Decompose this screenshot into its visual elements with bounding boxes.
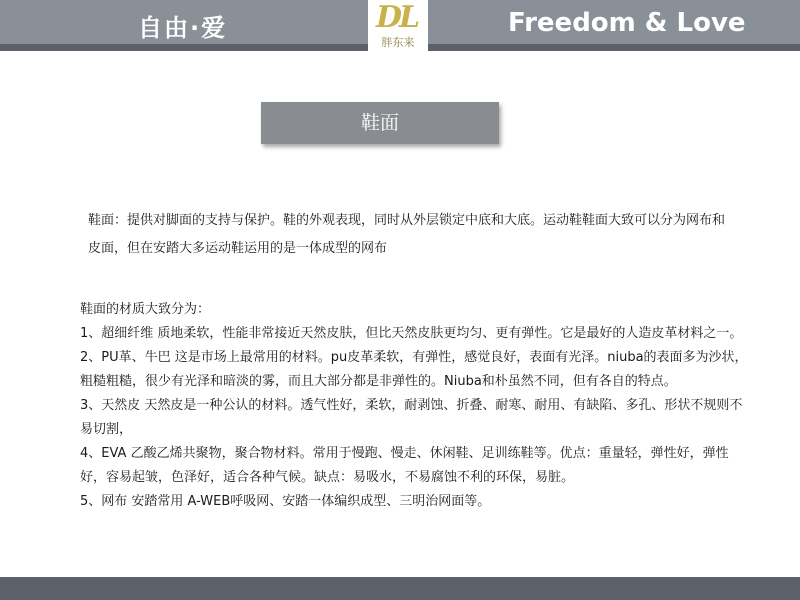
materials-title: 鞋面的材质大致分为： bbox=[80, 302, 211, 317]
logo-text: 胖东来 bbox=[381, 36, 415, 49]
material-item-4: 4、EVA 乙酸乙烯共聚物，聚合物材料。常用于慢跑、慢走、休闲鞋、足训练鞋等。优点：重量轻，弹性好，弹性好，容易起皱，色泽好，适合各种气候。缺点：易吸水，不易腐蚀不利的环保，易脏。 bbox=[80, 446, 729, 485]
header-title-cn: 自由·爱 bbox=[138, 14, 228, 42]
materials-section bbox=[80, 298, 748, 514]
section-heading: 鞋面 bbox=[261, 102, 499, 144]
footer-bar bbox=[0, 577, 800, 600]
material-item-3: 3、天然皮 天然皮是一种公认的材料。透气性好，柔软，耐剥蚀、折叠、耐寒、耐用、有缺陷、多孔、形状不规则不易切割， bbox=[80, 398, 743, 437]
material-item-1: 1、超细纤维 质地柔软，性能非常接近天然皮肤，但比天然皮肤更均匀、更有弹性。它是最好的人造皮革材料之一。 bbox=[80, 326, 743, 341]
logo-mark: DL bbox=[376, 0, 418, 35]
material-item-2: 2、PU革、牛巴 这是市场上最常用的材料。pu皮革柔软，有弹性，感觉良好，表面有光泽。niuba的表面多为沙状，粗糙粗糙，很少有光泽和暗淡的雾，而且大部分都是非弹性的。Niuba和朴虽然不同，但有各自的特点。 bbox=[80, 350, 748, 389]
logo bbox=[368, 0, 428, 54]
header-title-en: Freedom & Love bbox=[508, 8, 746, 38]
material-item-5: 5、网布 安踏常用 A-WEB呼吸网、安踏一体编织成型、三明治网面等。 bbox=[80, 494, 491, 509]
intro-paragraph: 鞋面：提供对脚面的支持与保护。鞋的外观表现，同时从外层锁定中底和大底。运动鞋鞋面大致可以分为网布和皮面，但在安踏大多运动鞋运用的是一体成型的网布 bbox=[88, 213, 726, 256]
